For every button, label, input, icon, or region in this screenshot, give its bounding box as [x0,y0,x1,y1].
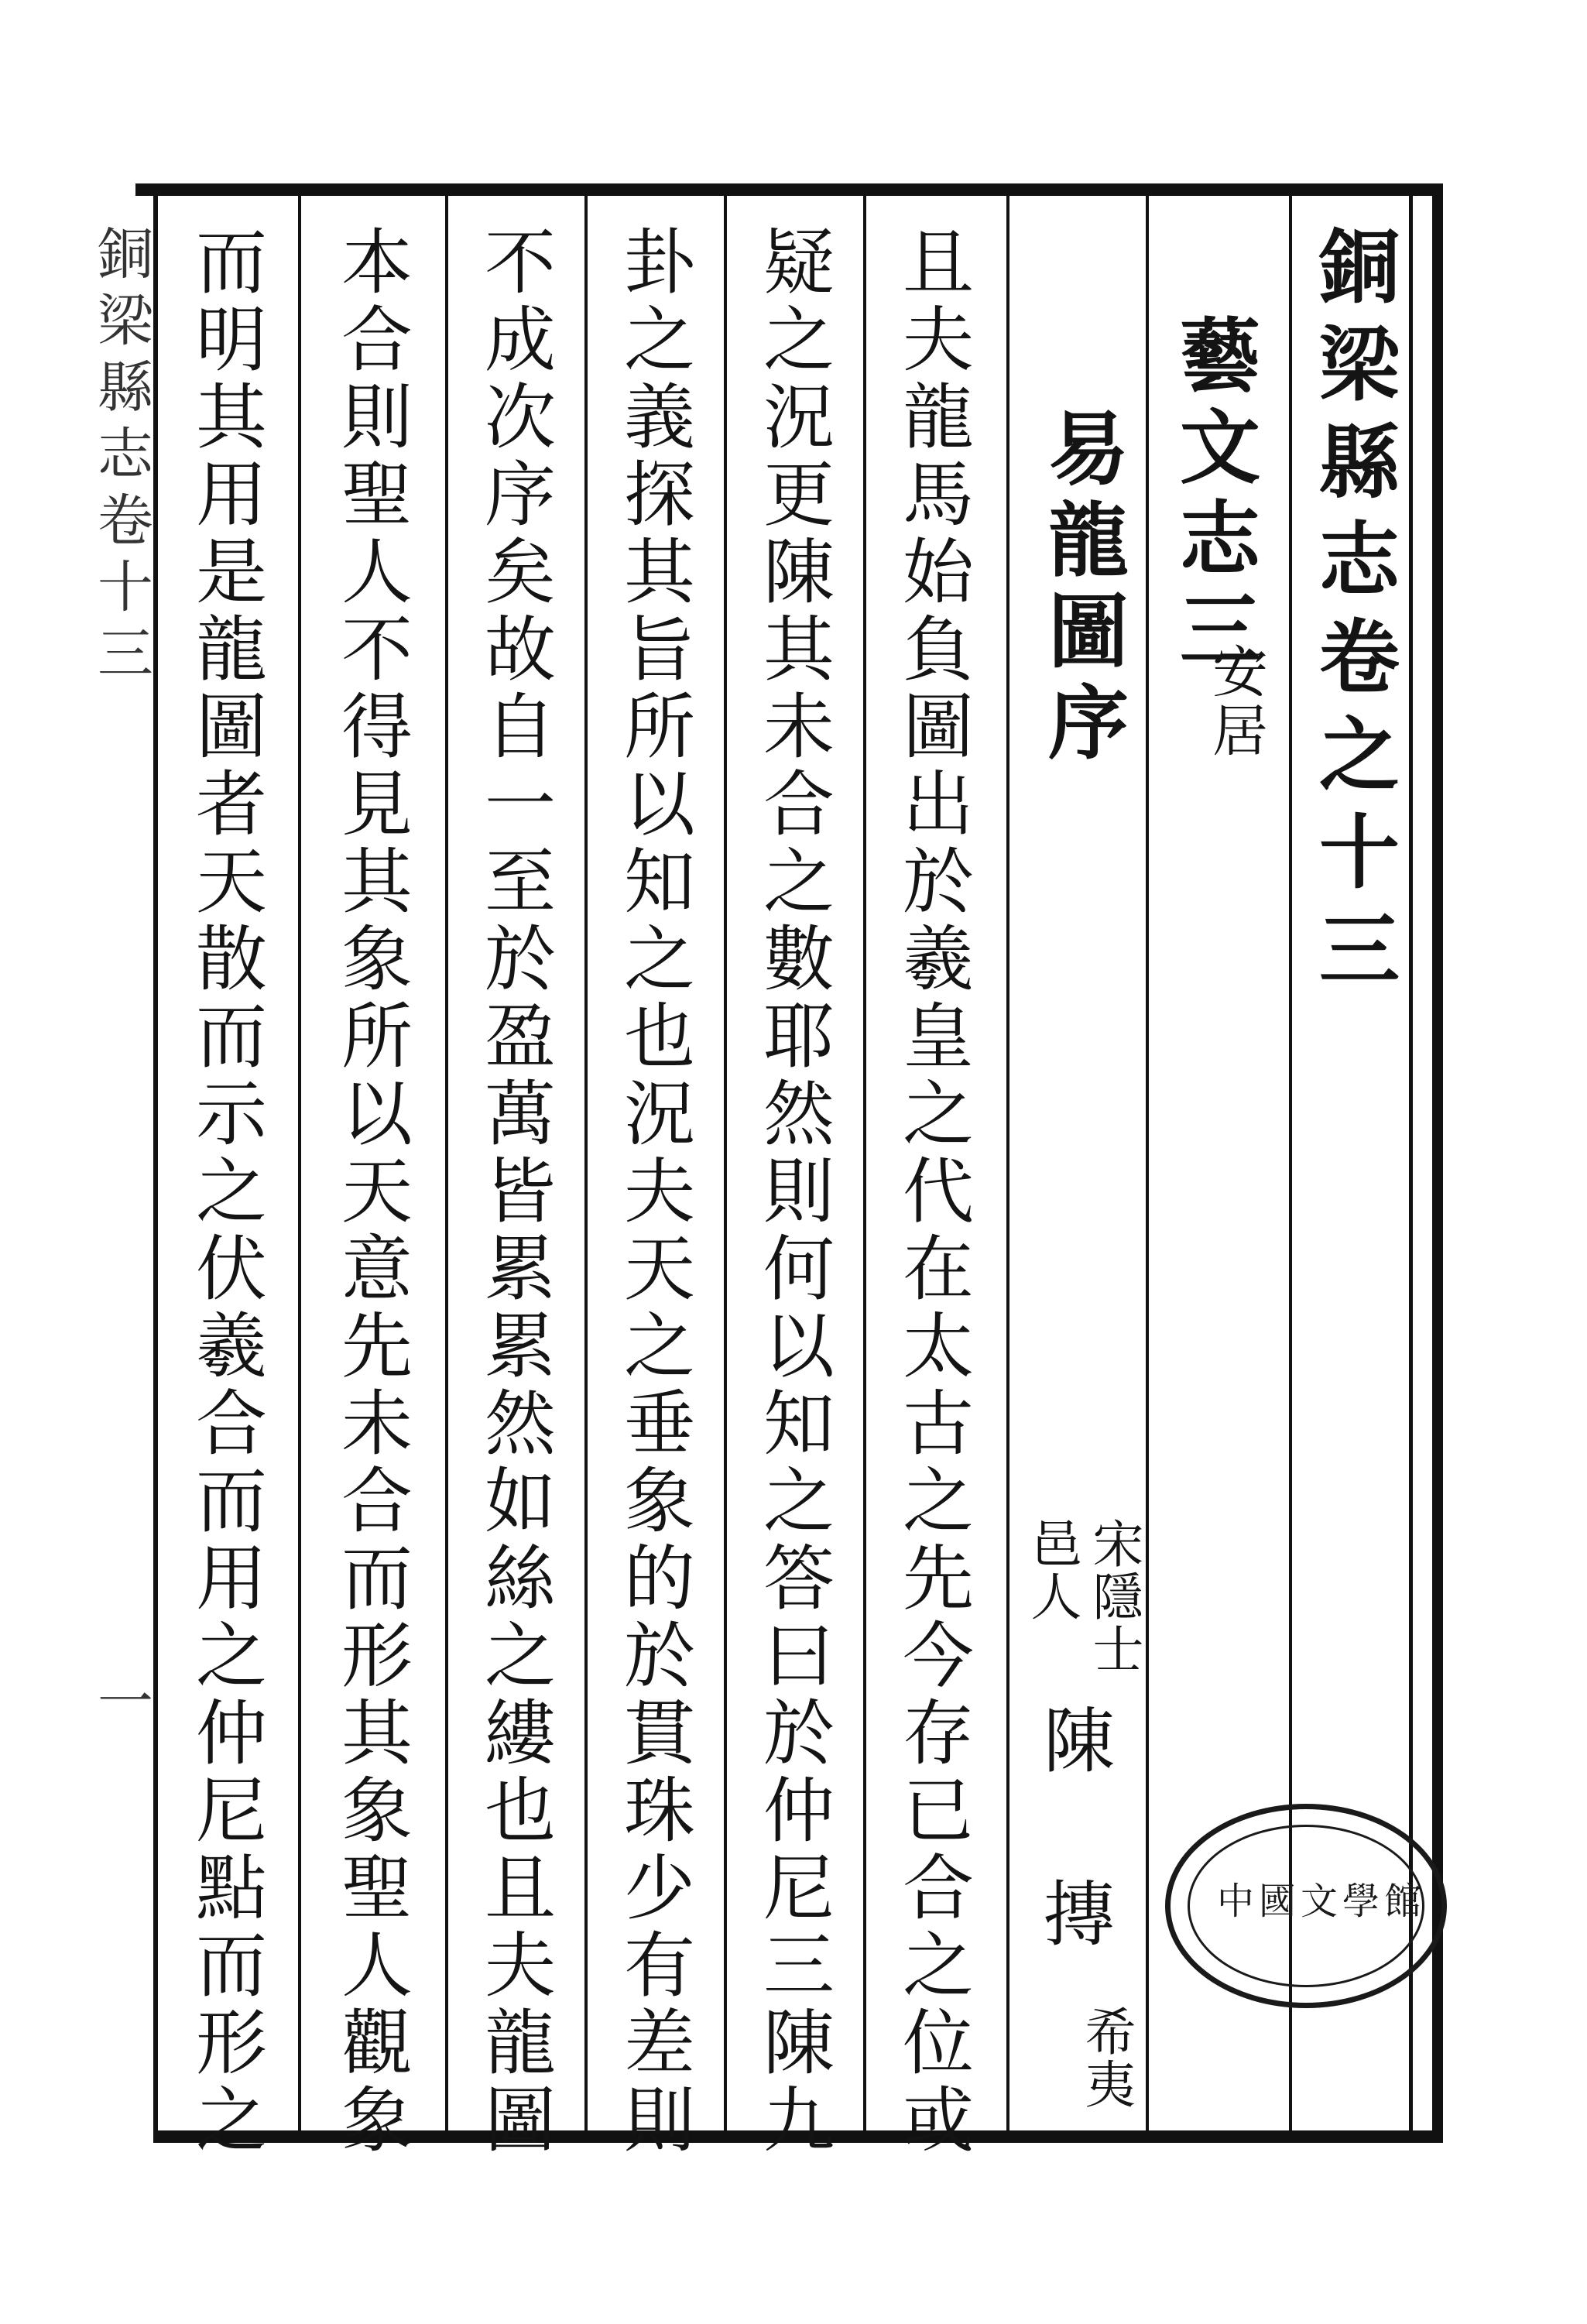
body-column-2: 疑之況更陳其未合之數耶然則何以知之答曰於仲尼三陳九 [752,225,835,2160]
body-column-3: 卦之義探其旨所以知之也況夫天之垂象的於貫珠少有差則 [612,225,695,2160]
section-subtitle: 安居 [1203,643,1268,760]
library-seal [1165,1804,1447,2008]
column-divider [724,196,727,2135]
column-divider [584,196,588,2135]
left-border [153,196,158,2135]
body-column-1: 且夫龍馬始負圖出於羲皇之代在太古之先今存已合之位或 [891,225,974,2160]
book-title: 銅梁縣志卷之十三 [1305,225,1400,1005]
author-line1: 宋隱士 [1084,1517,1143,1675]
body-column-6: 而明其用是龍圖者天散而示之伏羲合而用之仲尼點而形之 [184,225,267,2160]
author-courtesy: 希夷 [1076,2005,1136,2110]
column-divider [445,196,448,2135]
essay-title: 易龍圖序 [1034,406,1129,772]
column-divider [1006,196,1009,2135]
column-divider [298,196,301,2135]
body-column-5: 本合則聖人不得見其象所以天意先未合而形其象聖人觀象 [330,225,413,2160]
margin-title: 銅梁縣志卷十三 [88,225,153,691]
body-column-4: 不成次序矣故自一至於盈萬皆累累然如絲之縷也且夫龍圖 [473,225,556,2160]
right-border [1432,183,1443,2143]
seal-text: 中國文學館 [1217,1880,1427,1923]
top-border [135,183,1440,196]
author-name: 陳 摶 [1032,1703,1115,1963]
page-number: 一 [88,1672,153,1731]
author-line2: 邑人 [1022,1517,1081,1623]
column-divider [1146,196,1149,2135]
section-title: 藝文志三 [1166,314,1261,679]
column-divider [863,196,866,2135]
